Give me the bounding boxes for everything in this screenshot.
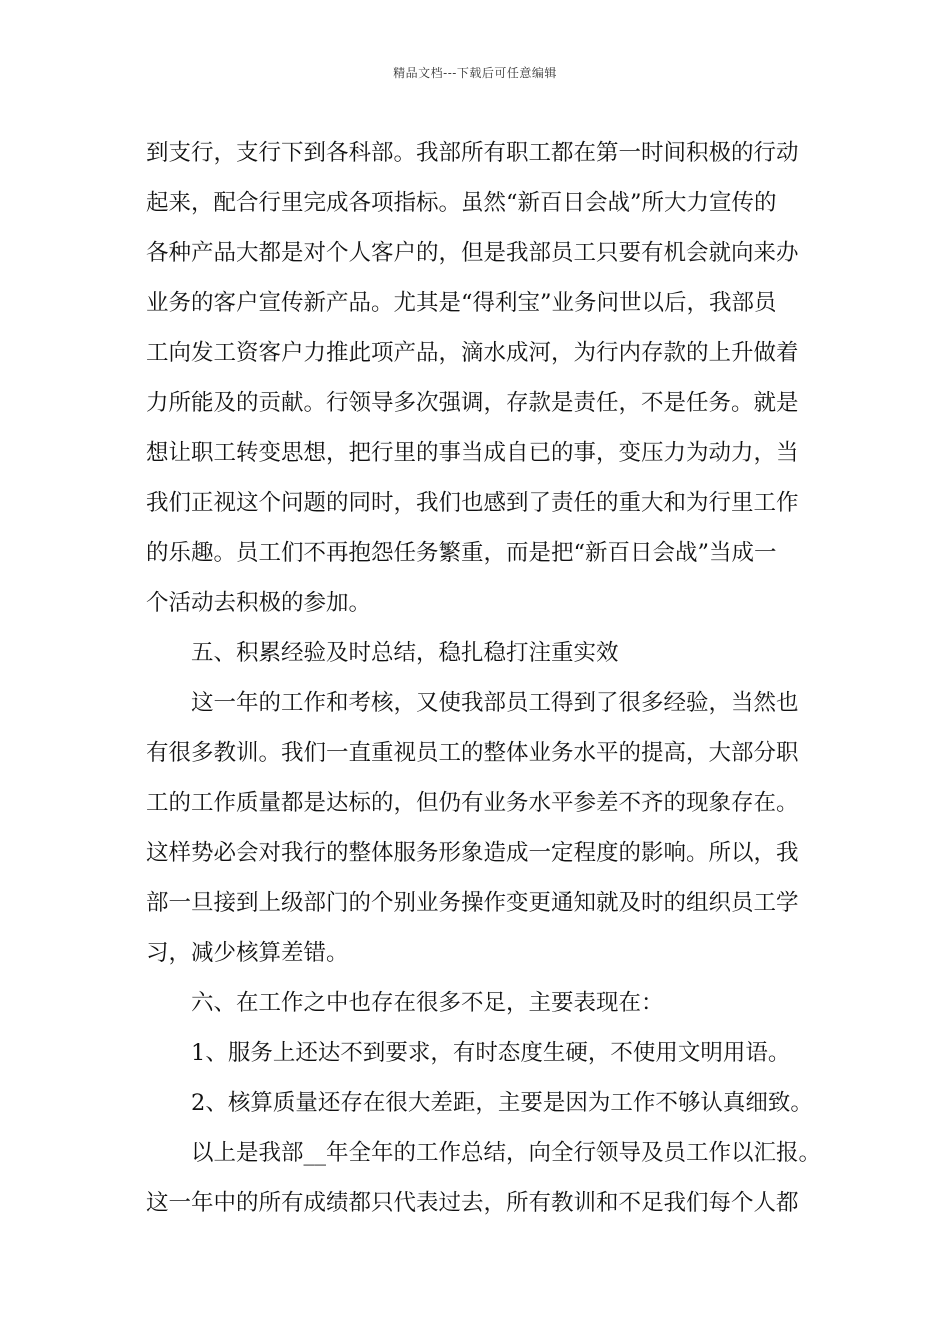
text-line: 我们正视这个问题的同时，我们也感到了责任的重大和为行里工作: [146, 490, 799, 516]
text-line: 到支行，支行下到各科部。我部所有职工都在第一时间积极的行动: [146, 140, 799, 166]
text-line: 这样势必会对我行的整体服务形象造成一定程度的影响。所以，我: [146, 840, 799, 866]
text-line: 的乐趣。员工们不再抱怨任务繁重，而是把“新百日会战”当成一: [146, 540, 777, 566]
text-line: 部一旦接到上级部门的个别业务操作变更通知就及时的组织员工学: [146, 890, 799, 916]
text-line: 有很多教训。我们一直重视员工的整体业务水平的提高，大部分职: [146, 740, 799, 766]
text-line: 这一年中的所有成绩都只代表过去，所有教训和不足我们每个人都: [146, 1190, 799, 1216]
text-line: 工的工作质量都是达标的，但仍有业务水平参差不齐的现象存在。: [146, 790, 799, 816]
text-line: 工向发工资客户力推此项产品，滴水成河，为行内存款的上升做着: [146, 340, 799, 366]
list-item: 1、服务上还达不到要求，有时态度生硬，不使用文明用语。: [191, 1040, 791, 1066]
text-line: 各种产品大都是对个人客户的，但是我部员工只要有机会就向来办: [146, 240, 799, 266]
text-line: 业务的客户宣传新产品。尤其是“得利宝”业务问世以后，我部员: [146, 290, 777, 316]
text-line: 力所能及的贡献。行领导多次强调，存款是责任，不是任务。就是: [146, 390, 799, 416]
section-heading: 五、积累经验及时总结，稳扎稳打注重实效: [191, 640, 619, 666]
text-line: 以上是我部__年全年的工作总结，向全行领导及员工作以汇报。: [191, 1140, 822, 1166]
section-heading: 六、在工作之中也存在很多不足，主要表现在：: [191, 990, 664, 1016]
document-body: [146, 128, 822, 1228]
text-line: 起来，配合行里完成各项指标。虽然“新百日会战”所大力宣传的: [146, 190, 777, 216]
text-line: 想让职工转变思想，把行里的事当成自已的事，变压力为动力，当: [146, 440, 799, 466]
page-header: 精品文档---下载后可任意编辑: [393, 66, 557, 80]
text-line: 习，减少核算差错。: [146, 940, 349, 966]
list-item: 2、核算质量还存在很大差距，主要是因为工作不够认真细致。: [191, 1090, 813, 1116]
text-line: 个活动去积极的参加。: [146, 590, 372, 616]
text-line: 这一年的工作和考核，又使我部员工得到了很多经验，当然也: [191, 690, 799, 716]
